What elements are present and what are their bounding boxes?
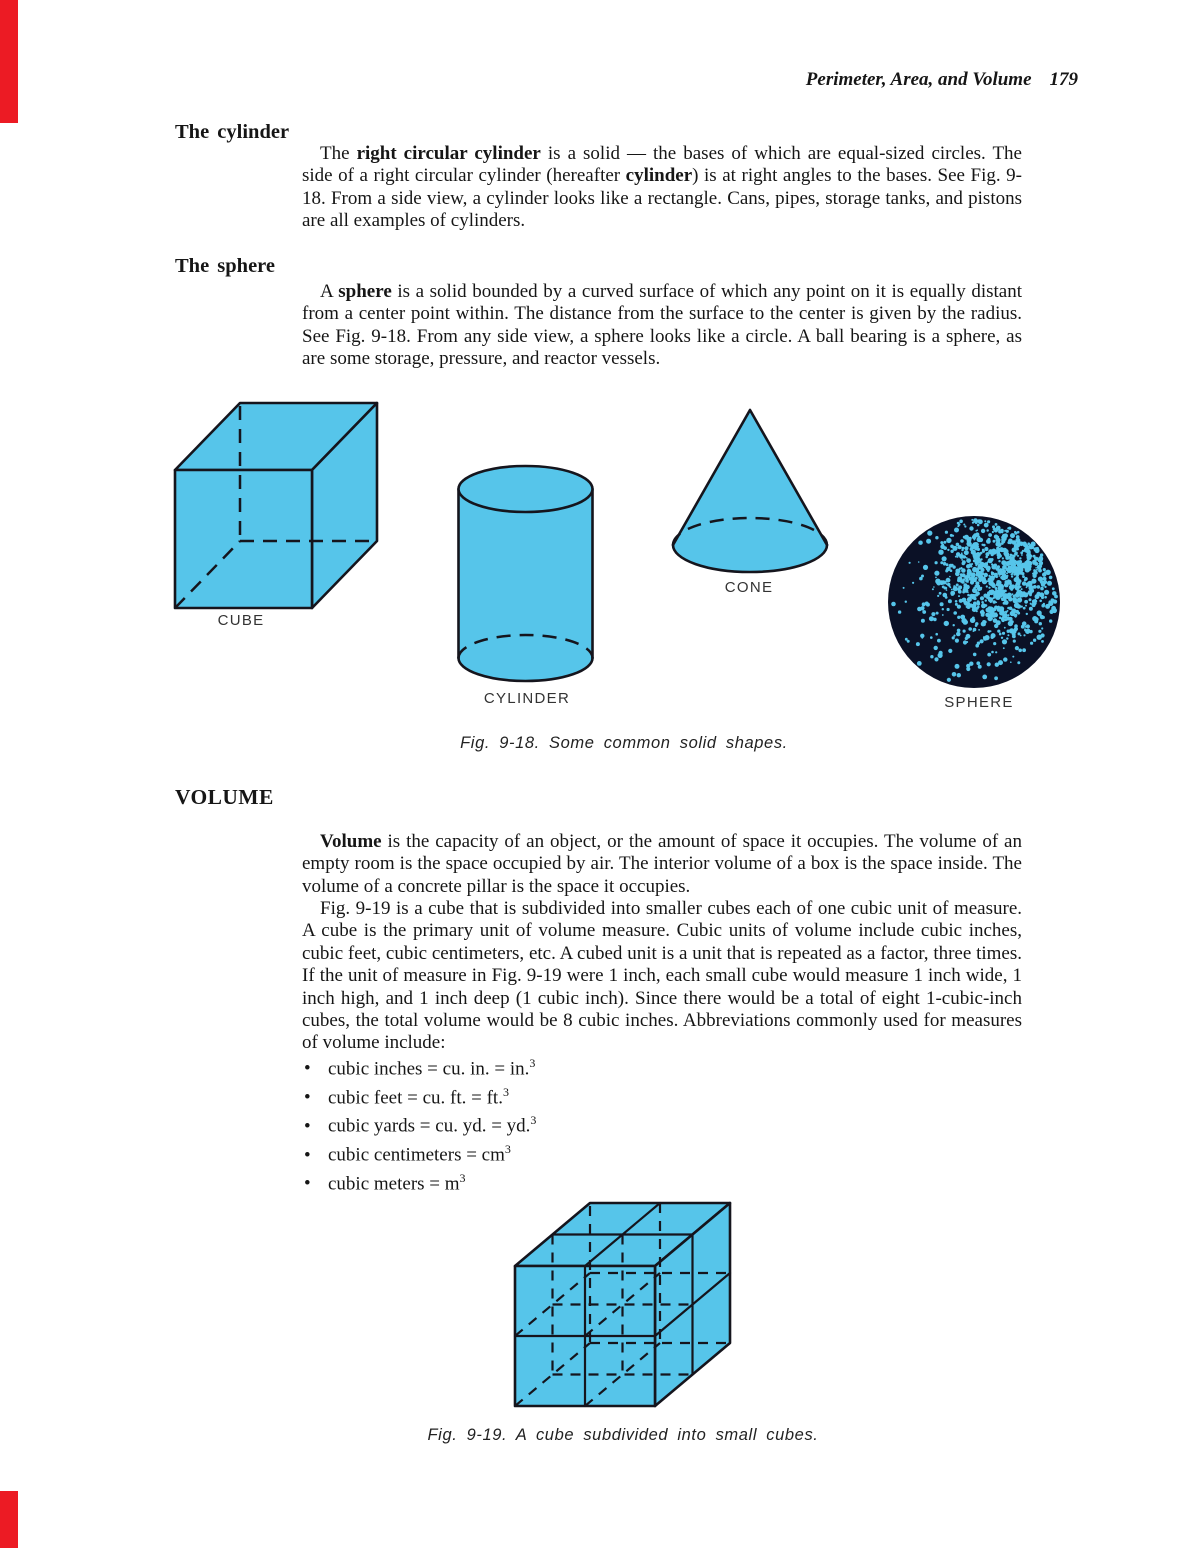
paragraph-volume-1: Volume is the capacity of an object, or the amount of space it occupies. The volume of an empty room is the space occupied by air. The interior volume of a box is the space inside. The volume of a concrete pillar is the space it occupies. [302,831,1022,897]
bullet-marker: • [304,1173,311,1195]
cylinder-label: CYLINDER [483,690,571,707]
subdivided-cube-figure [510,1198,736,1412]
chapter-title: Perimeter, Area, and Volume [805,69,1032,90]
volume-abbreviation-list [304,1052,1024,1196]
sphere-figure [886,514,1062,690]
paragraph-cylinder: The right circular cylinder is a solid — the bases of which are equal-sized circles. The side of a right circular cylinder (hereafter cylinder) is at right angles to the bases. See Fig. 9-18. From a side view, a cylinder looks like a rectangle. Cans, pipes, storage tanks, and pistons are all examples of cylinders. [302,143,1022,232]
heading-the-cylinder: The cylinder [175,121,290,143]
cube-figure [170,398,382,616]
page-number: 179 [1049,69,1078,90]
bullet-marker: • [304,1115,311,1137]
cone-figure [670,404,832,576]
bullet-marker: • [304,1058,311,1080]
bullet-item: • cubic centimeters = $cm^3$ [304,1142,511,1166]
sphere-label: SPHERE [944,694,1014,711]
bullet-item: • cubic feet = cu. ft. = ft.$^3$ [304,1084,509,1109]
running-header [806,69,1078,91]
page-edge-red-tab-bottom [0,1491,18,1548]
bullet-item: • cubic inches = cu. in. = in.$^3$ [304,1056,536,1080]
heading-volume: VOLUME [175,785,274,809]
heading-the-sphere: The sphere [175,255,276,277]
figure-9-19-caption: Fig. 9-19. A cube subdivided into small cubes. [427,1426,819,1444]
paragraph-volume-2: Fig. 9-19 is a cube that is subdivided into smaller cubes each of one cubic unit of measure. A cube is the primary unit of volume measure. Cubic units of volume include cubic inches, cubic feet, cubic centimeters, etc. A cubed unit is a unit that is repeated as a factor, three times. If the unit of measure in Fig. 9-19 were 1 inch, each small cube would measure 1 inch wide, 1 inch high, and 1 inch deep (1 cubic inch). Since there would be a total of eight 1-cubic-inch cubes, the total volume would be 8 cubic inches. Abbreviations commonly used for measures of volume include: [302,898,1022,1054]
bullet-item: • cubic yards = cu. yd. = yd.$^3$ [304,1113,537,1137]
figure-9-18-caption: Fig. 9-18. Some common solid shapes. [460,734,788,752]
bullet-marker: • [304,1087,311,1109]
cube-label: CUBE [217,612,265,629]
bullet-item: • cubic meters = $m^3$ [304,1170,466,1195]
cone-label: CONE [724,579,774,596]
paragraph-sphere: A sphere is a solid bounded by a curved surface of which any point on it is equally distant from a center point within. The distance from the surface to the center is given by the radius. See Fig. 9-18. From any side view, a sphere looks like a circle. A ball bearing is a sphere, as are some storage, pressure, and reactor vessels. [302,281,1022,370]
cylinder-figure [456,464,596,685]
bullet-marker: • [304,1144,311,1166]
page-edge-red-tab-top [0,0,18,123]
